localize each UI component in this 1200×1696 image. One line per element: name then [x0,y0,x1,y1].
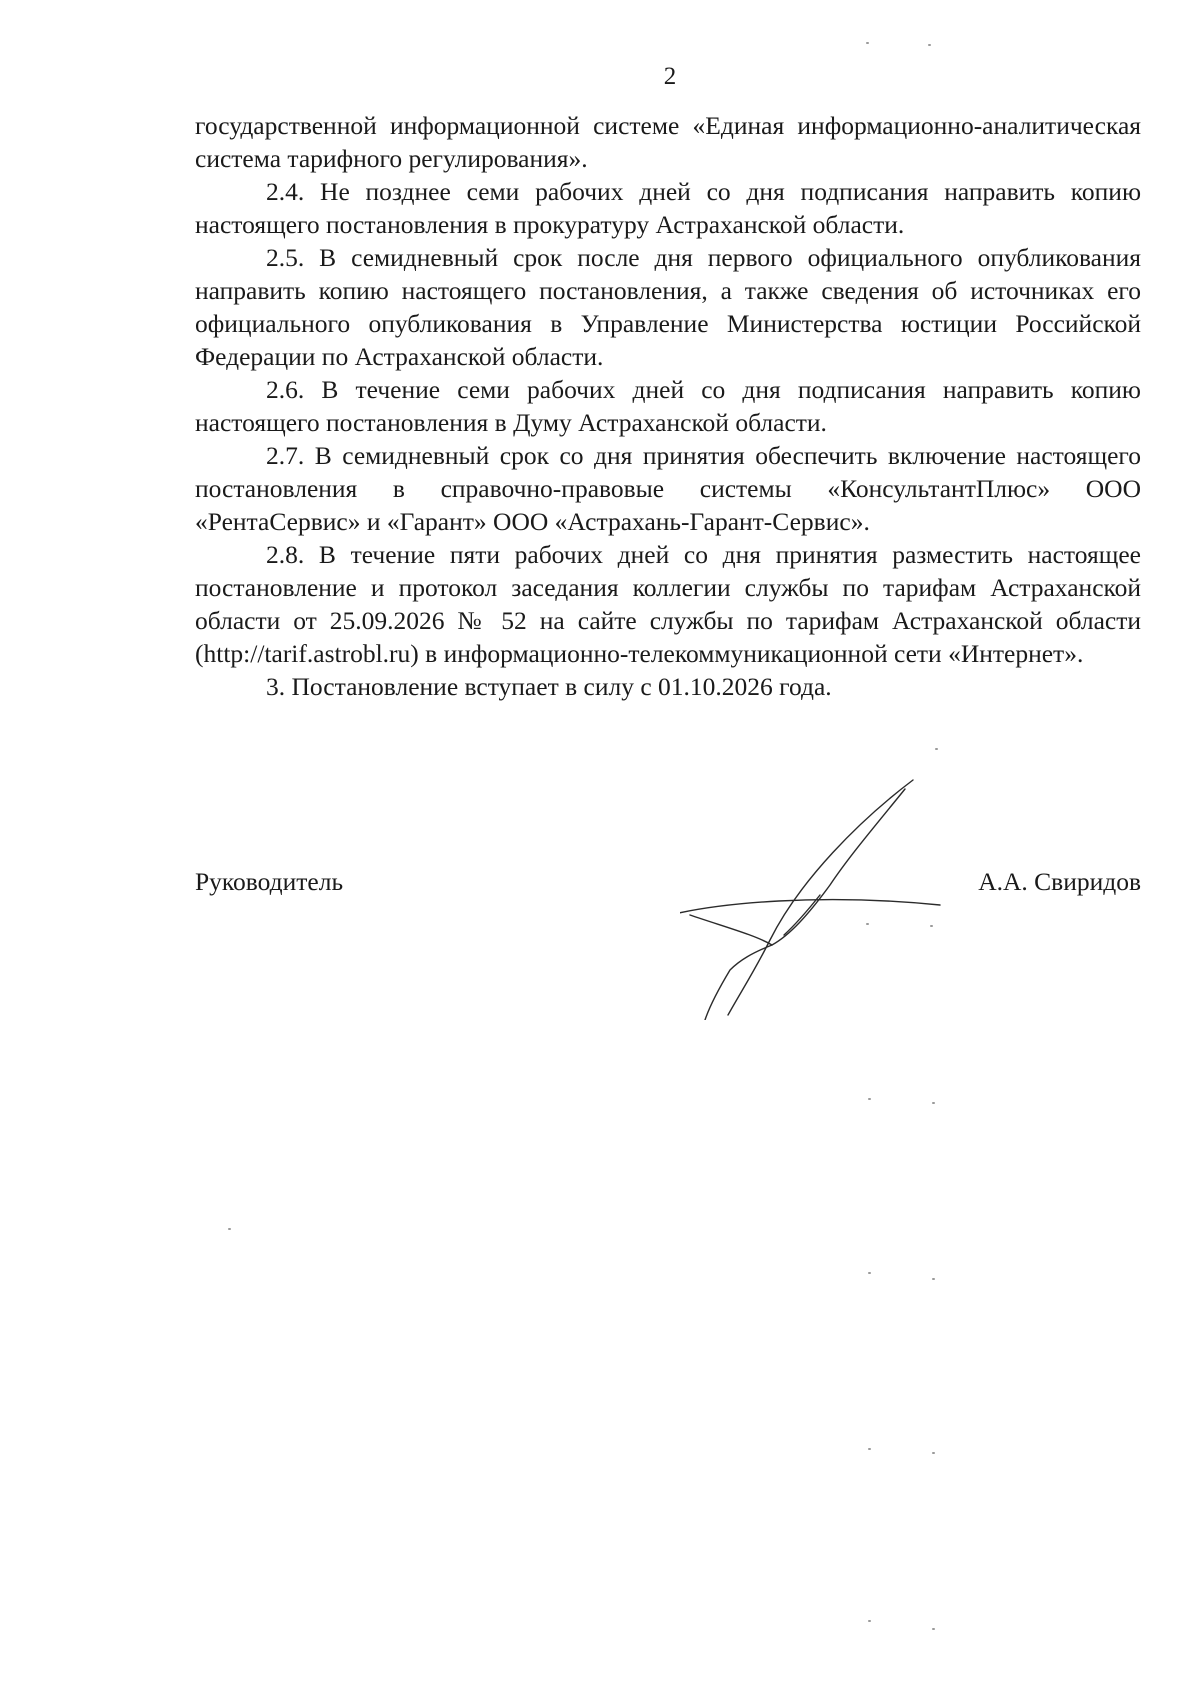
signatory-position: Руководитель [195,867,344,896]
scan-speck [228,1228,231,1230]
scan-speck [868,1448,871,1450]
paragraph-2-8: 2.8. В течение пяти рабочих дней со дня принятия разместить настоящее постановление и протокол заседания коллегии службы по тарифам Астраханской области от 25.09.2026 № 52 на сайте службы по тарифам Астраханской области (http://tarif.astrobl.ru) в информационно-телекоммуникационной сети «Интернет». [195,540,1141,668]
scan-speck [868,1620,871,1622]
signatory-name: А.А. Свиридов [978,867,1141,896]
paragraph-2-6: 2.6. В течение семи рабочих дней со дня подписания направить копию настоящего постановления в Думу Астраханской области. [195,375,1141,437]
document-body [195,109,1141,703]
paragraph-2-5: 2.5. В семидневный срок после дня первого официального опубликования направить копию настоящего постановления, а также сведения об источниках его официального опубликования в Управление Министерства юстиции Российской Федерации по Астраханской области. [195,243,1141,371]
scan-speck [932,1452,935,1454]
scan-speck [868,1098,871,1100]
paragraph-3: 3. Постановление вступает в силу с 01.10.2026 года. [266,672,832,701]
scan-speck [935,748,938,750]
scan-speck [866,42,869,44]
paragraph-2-4: 2.4. Не позднее семи рабочих дней со дня подписания направить копию настоящего постановления в прокуратуру Астраханской области. [195,177,1141,239]
handwritten-signature [680,775,960,1020]
scan-speck [868,1272,871,1274]
scan-speck [930,925,933,927]
scan-speck [932,1628,935,1630]
scan-speck [932,1278,935,1280]
paragraph-continuation: государственной информационной системе «Единая информационно-аналитическая система тарифного регулирования». [195,111,1141,173]
page-number: 2 [663,63,677,90]
scan-speck [866,923,869,925]
paragraph-2-7: 2.7. В семидневный срок со дня принятия обеспечить включение настоящего постановления в справочно-правовые системы «КонсультантПлюс» ООО «РентаСервис» и «Гарант» ООО «Астрахань-Гарант-Сервис». [195,441,1141,536]
scan-speck [928,44,931,46]
scan-speck [932,1102,935,1104]
